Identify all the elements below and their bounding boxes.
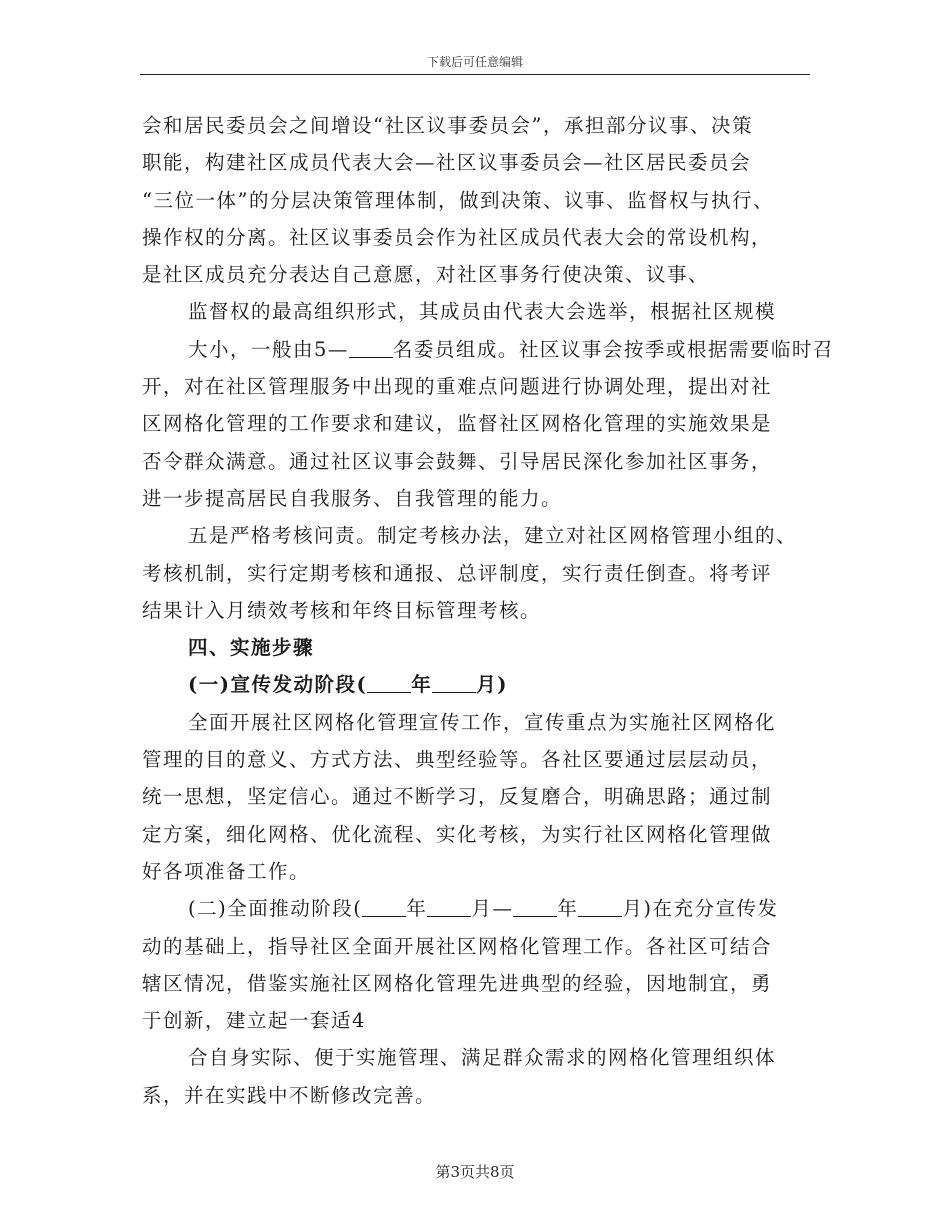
text-line-with-blank [142,331,832,368]
fill-in-blank [513,897,557,918]
section-heading: 四、实施步骤 [188,636,315,660]
text-line: 否令群众满意。通过社区议事会鼓舞、引导居民深化参加社区事务， [142,449,773,473]
text-line: 管理的目的意义、方式方法、典型经验等。各社区要通过层层动员， [142,748,773,772]
text-line: 操作权的分离。社区议事委员会作为社区成员代表大会的常设机构， [142,225,773,249]
fill-in-blank [349,337,393,358]
text-segment: 月— [471,897,514,921]
text-line: 五是严格考核问责。制定考核办法，建立对社区网格管理小组的、 [188,524,798,548]
text-line: 合自身实际、便于实施管理、满足群众需求的网格化管理组织体 [188,1046,777,1070]
fill-in-blank [427,897,471,918]
text-line: “三位一体”的分层决策管理体制，做到决策、议事、监督权与执行、 [142,188,774,212]
text-line: 好各项准备工作。 [142,859,311,883]
text-line: 系，并在实践中不断修改完善。 [142,1083,437,1107]
text-line: 是社区成员充分表达自己意愿，对社区事务行使决策、议事、 [142,263,710,287]
subsection-heading [142,666,832,703]
text-line: 进一步提高居民自我服务、自我管理的能力。 [142,486,563,510]
page-header: 下载后可任意编辑 [426,55,523,69]
text-line: 辖区情况，借鉴实施社区网格化管理先进典型的经验，因地制宜，勇 [142,971,773,995]
fill-in-blank [367,673,411,694]
text-line: 开，对在社区管理服务中出现的重难点问题进行协调处理，提出对社 [142,375,773,399]
page-footer: 第3页共8页 [435,1163,515,1181]
text-segment: 月) [476,673,508,697]
text-segment: 名委员组成。社区议事会按季或根据需要临时召 [392,337,834,361]
text-segment: (一)宣传发动阶段( [188,673,368,697]
header-rule [140,74,810,75]
text-line: 于创新，建立起一套适4 [142,1009,366,1033]
text-segment: 月)在充分宣传发 [622,897,779,921]
text-line: 动的基础上，指导社区全面开展社区网格化管理工作。各社区可结合 [142,934,773,958]
text-line: 考核机制，实行定期考核和通报、总评制度，实行责任倒查。将考评 [142,561,773,585]
text-line: 区网格化管理的工作要求和建议，监督社区网格化管理的实施效果是 [142,412,773,436]
text-segment: 年 [411,673,433,697]
fill-in-blank [432,673,476,694]
text-segment: 年 [557,897,579,921]
text-line: 统一思想，坚定信心。通过不断学习，反复磨合，明确思路；通过制 [142,785,773,809]
text-segment: (二)全面推动阶段( [188,897,363,921]
document-body [142,107,832,1114]
text-line: 定方案，细化网格、优化流程、实化考核，为实行社区网格化管理做 [142,822,773,846]
text-line: 全面开展社区网格化管理宣传工作，宣传重点为实施社区网格化 [188,710,777,734]
text-line: 会和居民委员会之间增设“社区议事委员会”，承担部分议事、决策 [142,114,753,137]
text-line: 结果计入月绩效考核和年终目标管理考核。 [142,598,542,622]
text-segment: 大小，一般由5— [188,337,349,361]
text-line: 职能，构建社区成员代表大会—社区议事委员会—社区居民委员会 [142,151,752,175]
text-line: 监督权的最高组织形式，其成员由代表大会选举，根据社区规模 [188,300,777,324]
text-segment: 年 [406,897,428,921]
fill-in-blank [578,897,622,918]
text-line-with-blank [142,890,832,927]
fill-in-blank [362,897,406,918]
